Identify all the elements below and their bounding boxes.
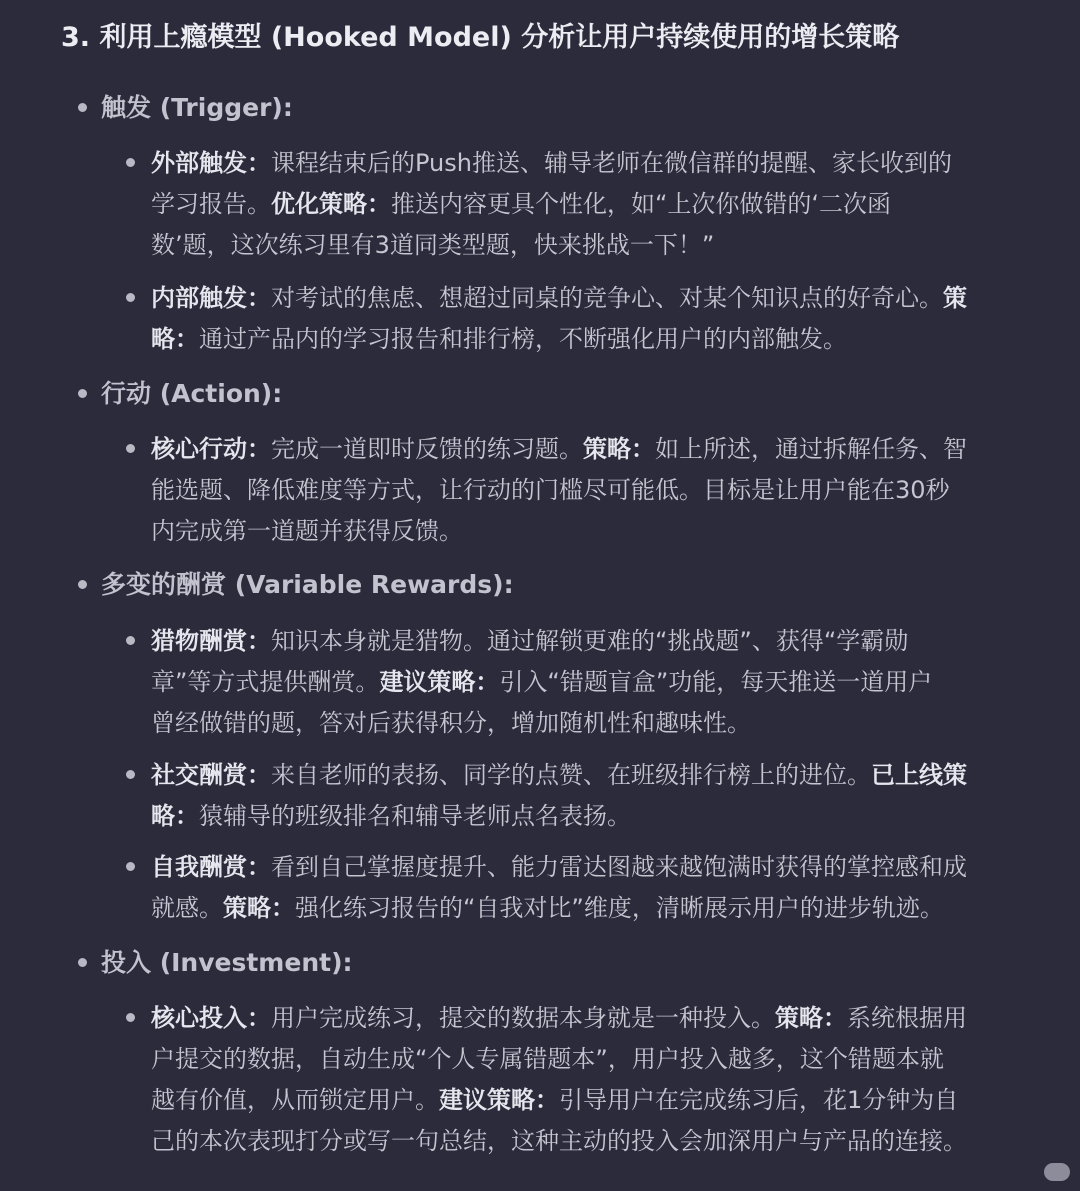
body-text: 如上所述，通过拆解任务、智 <box>655 435 967 463</box>
text-line <box>151 703 1033 744</box>
bold-label: 建议策略： <box>439 1086 559 1114</box>
body-text: 户提交的数据，自动生成“个人专属错题本”，用户投入越多，这个错题本就 <box>151 1045 944 1073</box>
text-line <box>151 278 1033 319</box>
text-line <box>151 796 1033 837</box>
text-line <box>151 511 1033 552</box>
body-text: 能选题、降低难度等方式，让行动的门槛尽可能低。目标是让用户能在30秒 <box>151 476 950 504</box>
list-item-core-investment <box>151 998 1033 1162</box>
bold-label: 核心投入： <box>151 1004 271 1032</box>
item-bullet <box>126 636 135 645</box>
list-item-self-reward <box>151 847 1033 929</box>
body-text: 引入“错题盲盒”功能，每天推送一道用户 <box>499 668 933 696</box>
text-line <box>151 429 1033 470</box>
text-line <box>151 1080 1033 1121</box>
item-bullet <box>126 770 135 779</box>
text-line <box>151 470 1033 511</box>
list-item-internal-trigger <box>151 278 1033 360</box>
body-text: 就感。 <box>151 894 223 922</box>
section-bullet <box>78 103 87 112</box>
text-line <box>151 888 1033 929</box>
bold-label: 略： <box>151 325 199 353</box>
body-text: 系统根据用 <box>847 1004 967 1032</box>
body-text: 用户完成练习，提交的数据本身就是一种投入。 <box>271 1004 775 1032</box>
body-text: 章”等方式提供酬赏。 <box>151 668 380 696</box>
text-line <box>151 1121 1033 1162</box>
text-line <box>151 755 1033 796</box>
body-text: 越有价值，从而锁定用户。 <box>151 1086 439 1114</box>
body-text: 猿辅导的班级排名和辅导老师点名表扬。 <box>199 802 631 830</box>
body-text: 来自老师的表扬、同学的点赞、在班级排行榜上的进位。 <box>271 761 871 789</box>
body-text: 对考试的焦虑、想超过同桌的竞争心、对某个知识点的好奇心。 <box>271 284 943 312</box>
text-line <box>151 1039 1033 1080</box>
bold-label: 内部触发： <box>151 284 271 312</box>
bold-label: 策略： <box>583 435 655 463</box>
section-title-trigger: 触发 (Trigger): <box>101 93 293 122</box>
body-text: 己的本次表现打分或写一句总结，这种主动的投入会加深用户与产品的连接。 <box>151 1127 967 1155</box>
body-text: 学习报告。 <box>151 190 271 218</box>
text-line <box>151 847 1033 888</box>
body-text: 知识本身就是猎物。通过解锁更难的“挑战题”、获得“学霸勋 <box>271 627 909 655</box>
bold-label: 已上线策 <box>871 761 967 789</box>
section-bullet <box>78 580 87 589</box>
bold-label: 外部触发： <box>151 149 271 177</box>
section-bullet <box>78 389 87 398</box>
body-text: 看到自己掌握度提升、能力雷达图越来越饱满时获得的掌控感和成 <box>271 853 967 881</box>
text-line <box>151 225 1033 266</box>
body-text: 推送内容更具个性化，如“上次你做错的‘二次函 <box>391 190 892 218</box>
text-line <box>151 998 1033 1039</box>
item-bullet <box>126 293 135 302</box>
bold-label: 优化策略： <box>271 190 391 218</box>
list-item-hunt-reward <box>151 621 1033 744</box>
bold-label: 社交酬赏： <box>151 761 271 789</box>
bold-label: 策略： <box>775 1004 847 1032</box>
body-text: 通过产品内的学习报告和排行榜，不断强化用户的内部触发。 <box>199 325 847 353</box>
item-bullet <box>126 862 135 871</box>
text-line <box>151 319 1033 360</box>
bold-label: 策 <box>943 284 967 312</box>
item-bullet <box>126 444 135 453</box>
body-text: 强化练习报告的“自我对比”维度，清晰展示用户的进步轨迹。 <box>295 894 944 922</box>
bold-label: 略： <box>151 802 199 830</box>
list-item-core-action <box>151 429 1033 552</box>
text-line <box>151 143 1033 184</box>
section-title-action: 行动 (Action): <box>101 379 283 408</box>
body-text: 曾经做错的题，答对后获得积分，增加随机性和趣味性。 <box>151 709 751 737</box>
body-text: 完成一道即时反馈的练习题。 <box>271 435 583 463</box>
item-bullet <box>126 1013 135 1022</box>
bold-label: 猎物酬赏： <box>151 627 271 655</box>
body-text: 引导用户在完成练习后，花1分钟为自 <box>559 1086 959 1114</box>
section-title-variable-rewards: 多变的酬赏 (Variable Rewards): <box>101 570 514 599</box>
bold-label: 核心行动： <box>151 435 271 463</box>
body-text: 课程结束后的Push推送、辅导老师在微信群的提醒、家长收到的 <box>271 149 952 177</box>
bold-label: 自我酬赏： <box>151 853 271 881</box>
body-text: 数’题，这次练习里有3道同类型题，快来挑战一下！” <box>151 231 715 259</box>
bold-label: 策略： <box>223 894 295 922</box>
section-bullet <box>78 958 87 967</box>
text-line <box>151 662 1033 703</box>
list-item-external-trigger <box>151 143 1033 266</box>
text-line <box>151 621 1033 662</box>
section-title-investment: 投入 (Investment): <box>101 948 353 977</box>
list-item-social-reward <box>151 755 1033 837</box>
bold-label: 建议策略： <box>379 668 500 696</box>
body-text: 内完成第一道题并获得反馈。 <box>151 517 463 545</box>
page-title: 3. 利用上瘾模型 (Hooked Model) 分析让用户持续使用的增长策略 <box>61 22 900 53</box>
text-line <box>151 184 1033 225</box>
watermark-badge <box>1044 1163 1070 1181</box>
item-bullet <box>126 158 135 167</box>
